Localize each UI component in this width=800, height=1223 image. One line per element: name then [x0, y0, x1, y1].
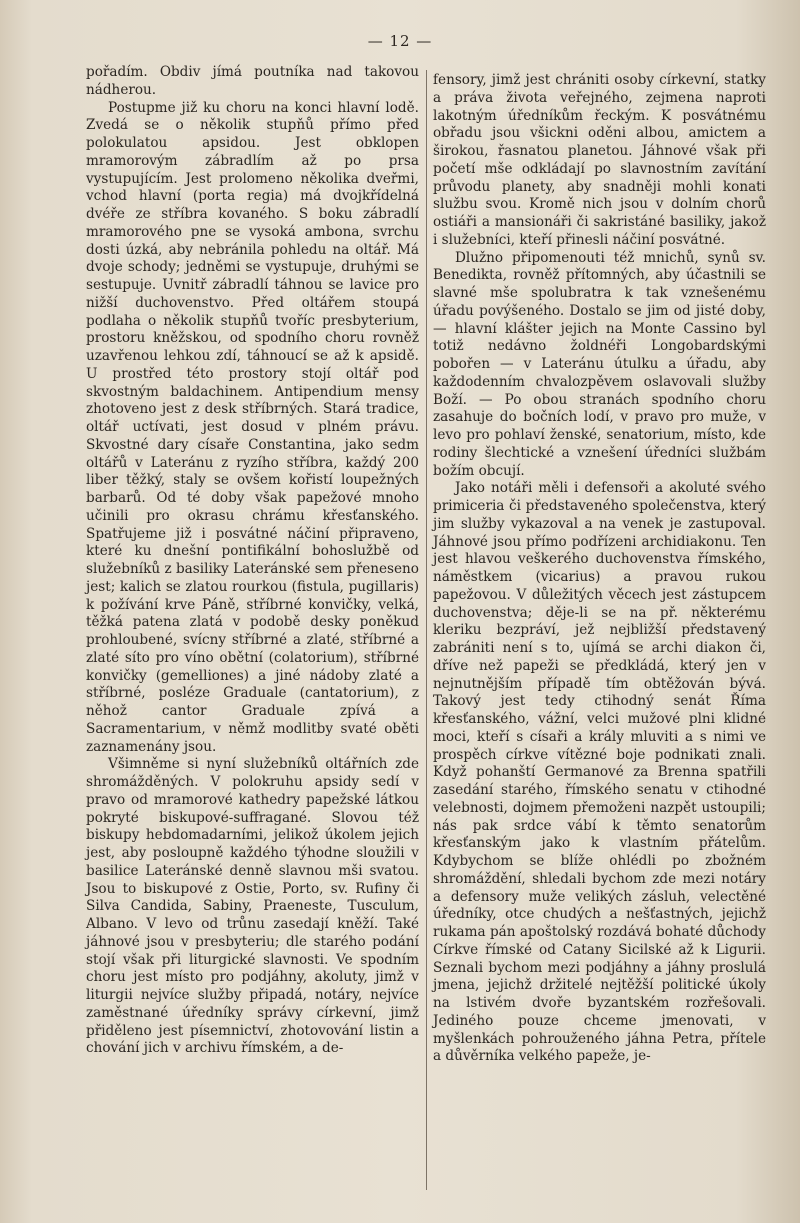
paragraph: Dlužno připomenouti též mnichů, synů sv. Benedikta, rovněž přítomných, aby účastnili se slavné mše spolubratra k tak vznešenému úřadu povýšeného. Dostalo se jim od jisté doby, — hlavní klášter jejich na Monte Cassino byl totiž nedávno žoldnéři Longobardskými pobořen — v Lateránu útulku a úřadu, aby každodenním chvalozpěvem oslavovali služby Boží. — Po obou stranách spodního choru zasahuje do bočních lodí, v pravo pro muže, v levo pro pohlaví ženské, senatorium, místo, kde rodiny šlechtické a vznešení úředníci službám božím obcují. — [433, 249, 766, 479]
paragraph: pořadím. Obdiv jímá poutníka nad takovou nádherou. — [86, 64, 419, 98]
column-divider — [426, 70, 427, 1190]
paragraph: fensory, jimž jest chrániti osoby církevní, statky a práva života veřejného, zejmena naproti lakotným úředníkům řeckým. K posvátnému obřadu jsou všickni oděni albou, amictem a širokou, řasnatou planetou. Jáhnové však při početí mše odkládají po slavnostním zavítání průvodu planety, aby snadněji mohli konati službu svou. Kromě nich jsou v dolním chorů ostiáři a mansionáři či sakristáné basiliky, jakož i služebníci, kteří přinesli náčiní posvátné. — [433, 72, 766, 248]
right-text-column — [433, 72, 766, 1066]
paragraph: Všimněme si nyní služebníků oltářních zde shromážděných. V polokruhu apsidy sedí v pravo od mramorové kathedry papežské látkou pokryté biskupové-suffragané. Slovou též biskupy hebdomadarními, jelikož úkolem jejich jest, aby posloupně každého týhodne sloužili v basilice Lateránské denně slavnou mši svatou. Jsou to biskupové z Ostie, Porto, sv. Rufiny či Silva Candida, Sabiny, Praeneste, Tusculum, Albano. V levo od trůnu zasedají kněží. Také jáhnové jsou v presbyteriu; dle starého podání stojí však při liturgické slavnosti. Ve spodním choru jest místo pro podjáhny, akoluty, jimž v liturgii nejvíce služby připadá, notáry, nejvíce zaměstnané úředníky správy církevní, jimž přiděleno jest písemnictví, zhotovování listin a chování jich v archivu římském, a de- — [86, 756, 419, 1057]
paragraph: Postupme již ku choru na konci hlavní lodě. Zvedá se o několik stupňů přímo před polokulatou apsidou. Jest obklopen mramorovým zábradlím až po prsa vystupujícím. Jest prolomeno několika dveřmi, vchod hlavní (porta regia) má dvojkřídelná dvéře ze stříbra kovaného. S boku zábradlí mramorového pne se vysoká ambona, svrchu dosti úzká, aby nebránila pohledu na oltář. Má dvoje schody; jedněmi se vystupuje, druhými se sestupuje. Uvnitř zábradlí táhnou se lavice pro nižší duchovenstvo. Před oltářem stoupá podlaha o několik stupňů tvoříc presbyterium, prostoru kněžskou, od spodního choru rovněž uzavřenou lehkou zdí, táhnoucí se až k apsidě. U prostřed této prostory stojí oltář pod skvostným baldachinem. Antipendium mensy zhotoveno jest z desk stříbrných. Stará tradice, oltář uctívati, jest dosud v plném právu. Skvostné dary císaře Constantina, jako sedm oltářů v Lateránu z ryzího stříbra, každý 200 liber těžký, staly se ovšem kořistí loupežných barbarů. Od té doby však papežové mnoho učinili pro okrasu chrámu křesťanského. Spatřujeme již i posvátné náčiní připraveno, které ku dnešní pontifikální bohoslužbě od služebníků z basiliky Lateránské sem přeneseno jest; kalich se zlatou rourkou (fistula, pugillaris) k požívání krve Páně, stříbrné konvičky, velká, těžká patena zlatá v podobě desky poněkud prohloubené, svícny stříbrné a zlaté, stříbrné a zlaté síto pro víno obětní (colatorium), stříbrné konvičky (gemelliones) a jiné nádoby zlaté a stříbrné, posléze Graduale (cantatorium), z něhož cantor Graduale zpívá a Sacramentarium, v němž modlitby svaté oběti zaznamenány jsou. — [86, 99, 419, 755]
page-number: — 12 — — [367, 32, 433, 50]
left-text-column — [86, 64, 419, 1058]
paragraph: Jako notáři měli i defensoři a akoluté svého primiceria či představeného společenstva, který jim služby vykazoval a na venek je zastupoval. Jáhnové jsou přímo podřízeni archidiakonu. Ten jest hlavou veškerého duchovenstva římského, náměstkem (vicarius) a pravou rukou papežovou. V důležitých věcech jest zástupcem duchovenstva; děje-li se na př. některému kleriku bezpráví, jež nejbližší představený zabrániti není s to, ujímá se archi diakon či, dříve než papeži se předkládá, který jen v nejnutnějším případě tím obtěžován bývá. Takový jest tedy ctihodný senát Říma křesťanského, vážní, velci mužové plni klidné moci, kteří s císaři a krály mluviti a s nimi ve prospěch církve vítězné boje podnikati znali. Když pohanští Germanové za Brenna spatřili zasedání starého, římského senatu v ctihodné velebnosti, dojmem přemoženi nazpět ustoupili; nás pak srdce vábí k těmto senatorům křesťanským jako k vlastním přátelům. Kdybychom se blíže ohlédli po zbožném shromáždění, shledali bychom zde mezi notáry a defensory muže velikých zásluh, velectěné úředníky, otce chudých a nešťastných, jejichž rukama pán apoštolský rozdává bohaté důchody Církve římské od Catany Sicilské až k Ligurii. Seznali bychom mezi podjáhny a jáhny proslulá jmena, jejichž držitelé nejtěžší politické úkoly na lstivém dvoře byzantském rozřešovali. Jediného pouze chceme jmenovati, v myšlenkách pohrouženého jáhna Petra, přítele a důvěrníka velkého papeže, je- — [433, 480, 766, 1065]
